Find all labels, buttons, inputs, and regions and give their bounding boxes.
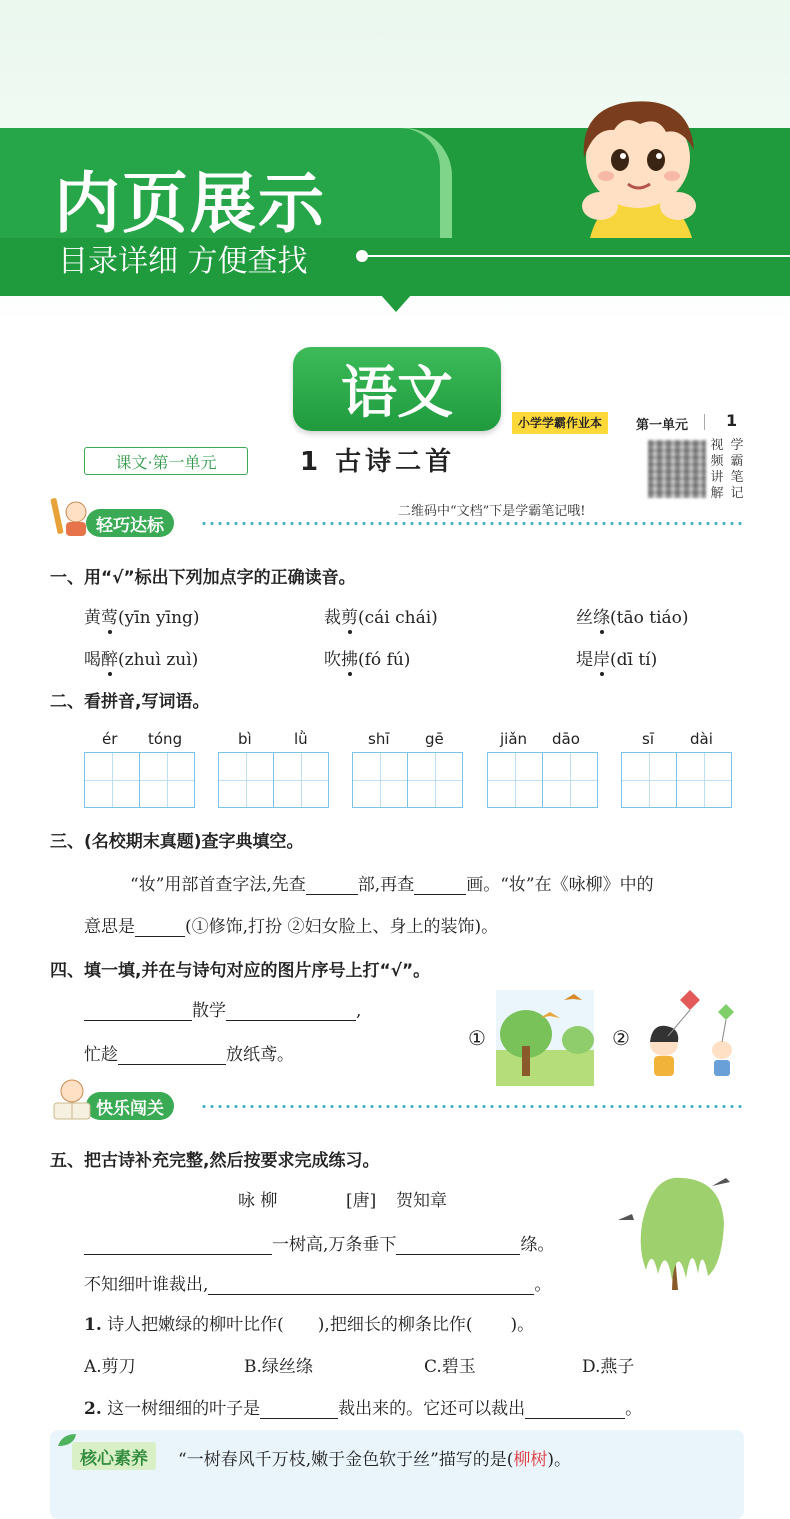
pinyin-8: dāo [552,730,580,748]
header-divider [704,414,705,430]
q1-item-6: 堤岸(dī tí) [576,645,657,670]
sub-question-2: 2. 这一树细细的叶子是 裁出来的。它还可以裁出 。 [84,1399,643,1419]
picture-2-label[interactable]: ② [612,1026,630,1050]
pencil-kid-icon [50,494,94,540]
answer-blank[interactable] [260,1401,338,1419]
answer-blank[interactable] [396,1237,520,1255]
writing-box[interactable] [84,752,140,808]
poem-dynasty: [唐] [346,1191,377,1211]
writing-box[interactable] [676,752,732,808]
question-5-title: 五、把古诗补充完整,然后按要求完成练习。 [50,1151,380,1171]
section-header-2 [50,1089,174,1123]
qr-code[interactable] [648,440,706,498]
question-3-title: 三、(名校期末真题)查字典填空。 [50,832,304,852]
pinyin-3: bì [238,730,252,748]
answer-blank[interactable] [306,877,358,895]
core-literacy-tag: 核心素养 [72,1442,156,1470]
page-number: 1 [726,411,738,430]
kid-reading-icon [50,1077,94,1123]
pinyin-5: shī [368,730,390,748]
hero-title: 内页展示 [54,165,326,242]
question-1-title: 一、用“√”标出下列加点字的正确读音。 [50,568,356,588]
pinyin-10: dài [690,730,713,748]
core-answer: 柳树 [513,1450,548,1470]
q3-line-2: 意思是 (①修饰,打扮 ②妇女脸上、身上的装饰)。 [84,917,499,937]
lesson-unit-tag: 课文·第一单元 [84,447,248,475]
answer-blank[interactable] [414,877,466,895]
picture-1-trees-birds [496,990,594,1086]
section-dots-2 [200,1105,742,1108]
section-title-1: 轻巧达标 [86,509,174,537]
writing-box[interactable] [218,752,274,808]
poem-author: 贺知章 [396,1191,447,1211]
pinyin-2: tóng [148,730,183,748]
lesson-title: 1 古诗二首 [300,447,456,477]
answer-blank[interactable] [226,1003,356,1021]
writing-box[interactable] [487,752,543,808]
picture-2-kids-kites [638,984,742,1084]
option-c[interactable]: C.碧玉 [424,1357,476,1377]
pinyin-1: ér [102,730,118,748]
cartoon-boy-illustration [570,88,710,248]
willow-tree-illustration [612,1164,744,1292]
pinyin-6: gē [425,730,444,748]
answer-blank[interactable] [525,1401,625,1419]
q1-item-5: 吹拂(fó fú) [324,645,410,670]
qr-side-label-left: 视频讲解 [710,438,724,501]
section-dots-1 [200,522,742,525]
option-b[interactable]: B.绿丝绦 [244,1357,313,1377]
poem-line-2: 不知细叶谁裁出, 。 [84,1275,552,1295]
hero-notch [380,294,412,312]
writing-box[interactable] [407,752,463,808]
subject-badge: 语文 [293,347,501,431]
q4-line-1: 散学 , [84,996,361,1021]
writing-box[interactable] [139,752,195,808]
question-4-title: 四、填一填,并在与诗句对应的图片序号上打“√”。 [50,961,431,981]
q1-item-2: 裁剪(cái chái) [324,603,438,628]
writing-box[interactable] [621,752,677,808]
writing-box[interactable] [273,752,329,808]
answer-blank[interactable] [84,1237,272,1255]
qr-side-label-right: 学霸笔记 [730,438,744,501]
answer-blank[interactable] [84,1003,192,1021]
poem-line-1: 一树高,万条垂下 绦。 [84,1230,554,1255]
hero-subtitle: 目录详细 方便查找 [58,244,308,279]
writing-box[interactable] [352,752,408,808]
answer-blank[interactable] [208,1277,534,1295]
q4-line-2: 忙趁 放纸鸢。 [84,1045,294,1065]
pinyin-4: lǜ [294,730,308,748]
q1-item-3: 丝绦(tāo tiáo) [576,603,689,628]
qr-note: 二维码中“文档”下是学霸笔记哦! [398,504,586,519]
core-literacy-text: “一树春风千万枝,嫩于金色软于丝”描写的是(柳树)。 [178,1450,572,1470]
writing-box[interactable] [542,752,598,808]
q3-line-1: “妆”用部首查字法,先查 部,再查 画。“妆”在《咏柳》中的 [130,875,654,895]
hero-line [362,255,790,257]
sub-question-1: 1. 诗人把嫩绿的柳叶比作( ),把细长的柳条比作( )。 [84,1315,535,1335]
q1-item-1: 黄莺(yīn yīng) [84,603,200,628]
picture-1-label[interactable]: ① [468,1026,486,1050]
answer-blank[interactable] [118,1047,226,1065]
question-2-title: 二、看拼音,写词语。 [50,692,210,712]
book-name-tag: 小学学霸作业本 [512,412,608,434]
section-title-2: 快乐闯关 [86,1092,174,1120]
answer-blank[interactable] [135,919,185,937]
option-a[interactable]: A.剪刀 [84,1357,136,1377]
unit-label: 第一单元 [636,418,689,433]
pinyin-9: sī [642,730,654,748]
poem-title: 咏 柳 [238,1191,278,1211]
pinyin-7: jiǎn [500,730,528,748]
q1-item-4: 喝醉(zhuì zuì) [84,645,198,670]
option-d[interactable]: D.燕子 [582,1357,635,1377]
section-header-1 [50,506,174,540]
